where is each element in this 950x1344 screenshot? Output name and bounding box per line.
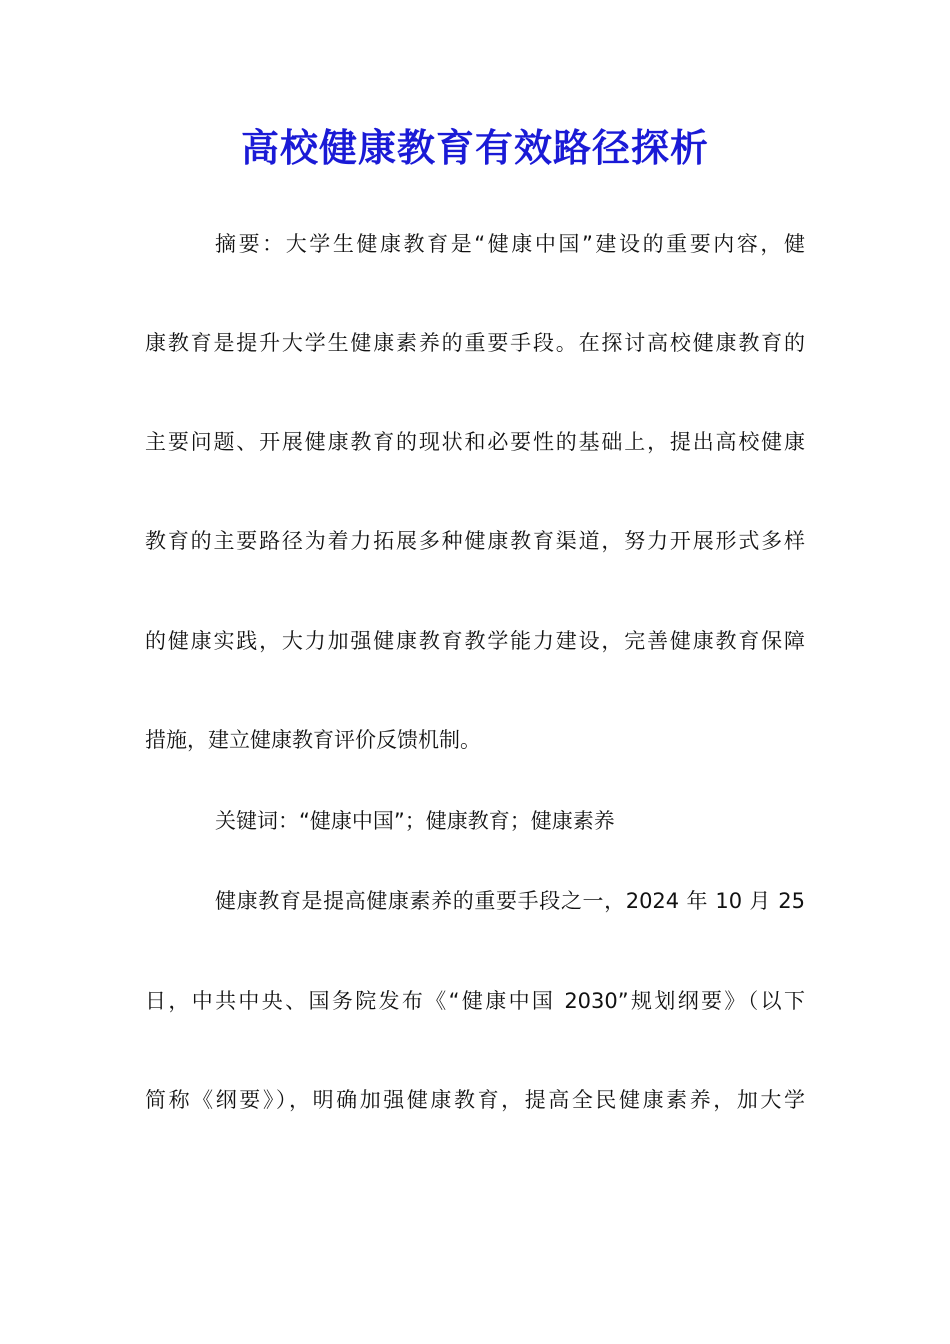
abstract-line: 教育的主要路径为着力拓展多种健康教育渠道，努力开展形式多样 [145,529,805,553]
body-line: 简称《纲要》），明确加强健康教育，提高全民健康素养，加大学 [145,1088,805,1112]
abstract-line: 措施，建立健康教育评价反馈机制。 [145,728,481,752]
abstract-line: 主要问题、开展健康教育的现状和必要性的基础上，提出高校健康 [145,430,805,454]
keywords-line: 关键词：“健康中国”；健康教育；健康素养 [215,809,615,833]
body-line: 日，中共中央、国务院发布《“健康中国 2030”规划纲要》（以下 [145,989,805,1013]
abstract-line: 摘要：大学生健康教育是“健康中国”建设的重要内容，健 [215,232,805,256]
document-title: 高校健康教育有效路径探析 [240,126,709,170]
abstract-line: 康教育是提升大学生健康素养的重要手段。在探讨高校健康教育的 [145,331,805,355]
body-line: 健康教育是提高健康素养的重要手段之一，2024 年 10 月 25 [215,889,805,913]
abstract-line: 的健康实践，大力加强健康教育教学能力建设，完善健康教育保障 [145,629,805,653]
